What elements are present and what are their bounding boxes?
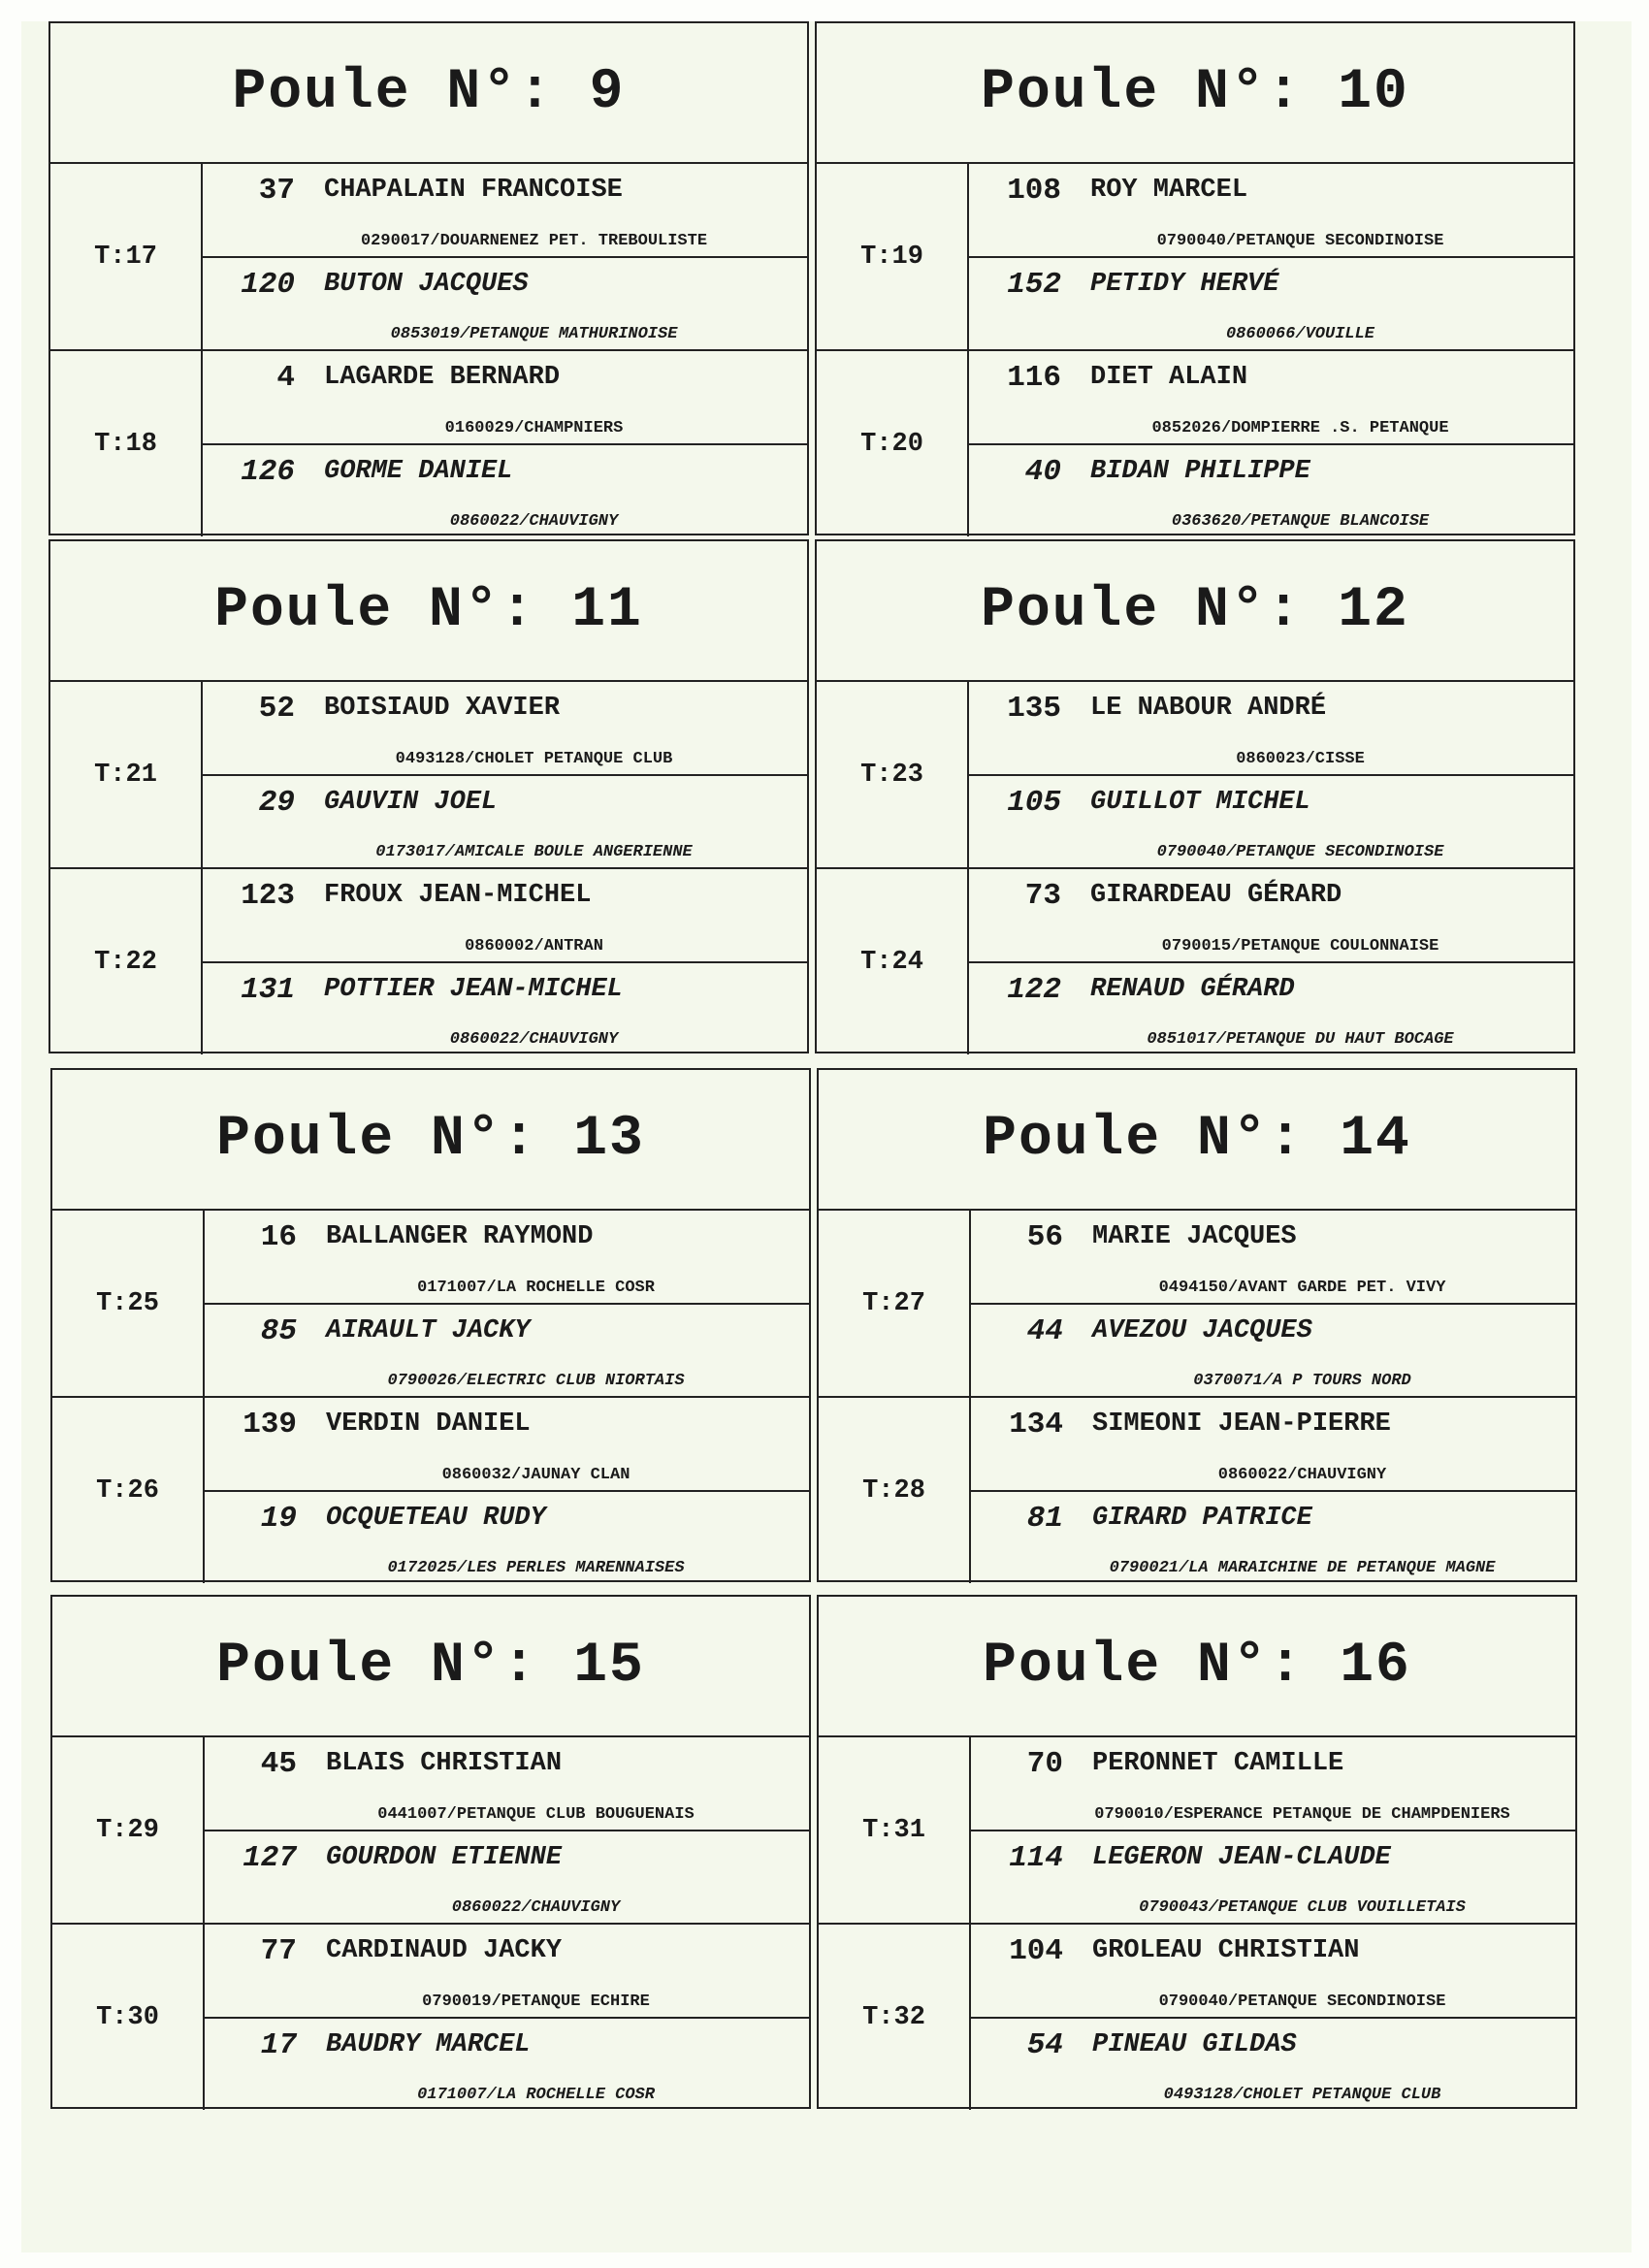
- player-club: 0860002/ANTRAN: [465, 936, 603, 956]
- match-row: [52, 1925, 809, 2110]
- poule-block: [50, 1068, 811, 1582]
- player-name: BLAIS CHRISTIAN: [326, 1749, 563, 1778]
- player-number: 131: [241, 972, 295, 1007]
- player-club: 0852026/DOMPIERRE .S. PETANQUE: [1151, 418, 1449, 437]
- player-club: 0790040/PETANQUE SECONDINOISE: [1156, 231, 1444, 250]
- poule-block: [817, 1068, 1577, 1582]
- player-number: 19: [260, 1501, 297, 1536]
- player-entry: [205, 1737, 809, 1831]
- player-club: 0790040/PETANQUE SECONDINOISE: [1156, 843, 1444, 861]
- table-number: T:24: [817, 869, 969, 1054]
- player-number: 54: [1026, 2027, 1063, 2062]
- player-name: PINEAU GILDAS: [1092, 2029, 1297, 2059]
- player-number: 4: [276, 361, 295, 395]
- player-club: 0860022/CHAUVIGNY: [449, 1030, 619, 1049]
- player-name: POTTIER JEAN-MICHEL: [324, 974, 623, 1004]
- player-entry: [203, 963, 807, 1055]
- player-entry: [203, 869, 807, 963]
- match-row: [52, 1737, 809, 1925]
- player-club: 0860022/CHAUVIGNY: [451, 1898, 621, 1917]
- player-club: 0172025/LES PERLES MARENNAISES: [387, 1559, 685, 1577]
- poule-block: [815, 21, 1575, 535]
- table-number: T:23: [817, 682, 969, 867]
- player-number: 70: [1026, 1747, 1063, 1781]
- player-club: 0860022/CHAUVIGNY: [1217, 1465, 1387, 1484]
- player-entry: [205, 1831, 809, 1924]
- poule-title: [50, 23, 807, 164]
- match-row: [817, 682, 1573, 869]
- match-row: [50, 869, 807, 1054]
- player-club: 0851017/PETANQUE DU HAUT BOCAGE: [1147, 1030, 1454, 1049]
- table-number: T:22: [50, 869, 203, 1054]
- poule-block: [48, 21, 809, 535]
- match-row: [817, 869, 1573, 1054]
- poule-number: 14: [1340, 1108, 1411, 1171]
- player-entry: [205, 2019, 809, 2111]
- player-number: 152: [1007, 267, 1061, 302]
- player-club: 0860032/JAUNAY CLAN: [441, 1465, 630, 1484]
- player-name: LE NABOUR ANDRÉ: [1090, 694, 1327, 723]
- player-club: 0790019/PETANQUE ECHIRE: [422, 1992, 650, 2011]
- poule-title: [817, 23, 1573, 164]
- player-name: VERDIN DANIEL: [326, 1409, 531, 1439]
- player-name: BALLANGER RAYMOND: [326, 1222, 594, 1251]
- player-entry: [971, 1492, 1575, 1584]
- player-number: 126: [241, 454, 295, 489]
- player-name: SIMEONI JEAN-PIERRE: [1092, 1409, 1391, 1439]
- player-entry: [969, 258, 1573, 350]
- player-number: 40: [1024, 454, 1061, 489]
- player-entry: [969, 776, 1573, 868]
- player-entry: [205, 1492, 809, 1584]
- poule-label: Poule N°:: [983, 1635, 1305, 1698]
- player-entry: [969, 164, 1573, 258]
- player-number: 134: [1009, 1408, 1063, 1442]
- player-name: LAGARDE BERNARD: [324, 363, 561, 392]
- player-number: 114: [1009, 1840, 1063, 1875]
- player-club: 0860066/VOUILLE: [1225, 325, 1375, 343]
- player-number: 81: [1026, 1501, 1063, 1536]
- player-club: 0493128/CHOLET PETANQUE CLUB: [1163, 2086, 1441, 2104]
- player-number: 73: [1024, 879, 1061, 913]
- match-row: [819, 1925, 1575, 2110]
- poule-number: 11: [571, 579, 643, 642]
- poule-title: [50, 541, 807, 682]
- player-name: GORME DANIEL: [324, 456, 513, 486]
- player-name: LEGERON JEAN-CLAUDE: [1092, 1842, 1391, 1872]
- player-name: GUILLOT MICHEL: [1090, 787, 1310, 817]
- poule-label: Poule N°:: [216, 1635, 538, 1698]
- table-number: T:25: [52, 1211, 205, 1396]
- player-number: 29: [258, 785, 295, 820]
- player-name: PETIDY HERVÉ: [1090, 269, 1279, 299]
- player-club: 0790015/PETANQUE COULONNAISE: [1161, 936, 1439, 956]
- poule-block: [815, 539, 1575, 1053]
- player-club: 0441007/PETANQUE CLUB BOUGUENAIS: [377, 1804, 695, 1824]
- match-row: [50, 164, 807, 351]
- table-number: T:21: [50, 682, 203, 867]
- player-number: 116: [1007, 361, 1061, 395]
- poule-number: 16: [1340, 1635, 1411, 1698]
- match-row: [50, 351, 807, 536]
- player-club: 0790010/ESPERANCE PETANQUE DE CHAMPDENIERS: [1094, 1804, 1510, 1824]
- player-club: 0173017/AMICALE BOULE ANGERIENNE: [375, 843, 693, 861]
- player-name: PERONNET CAMILLE: [1092, 1749, 1344, 1778]
- draw-sheet: [21, 21, 1632, 2252]
- player-entry: [971, 1925, 1575, 2019]
- player-club: 0853019/PETANQUE MATHURINOISE: [390, 325, 678, 343]
- player-entry: [205, 1211, 809, 1305]
- player-club: 0494150/AVANT GARDE PET. VIVY: [1158, 1278, 1446, 1297]
- player-name: GIRARDEAU GÉRARD: [1090, 881, 1342, 910]
- player-name: FROUX JEAN-MICHEL: [324, 881, 592, 910]
- player-club: 0790021/LA MARAICHINE DE PETANQUE MAGNE: [1109, 1559, 1496, 1577]
- player-name: GOURDON ETIENNE: [326, 1842, 563, 1872]
- player-entry: [969, 445, 1573, 537]
- match-row: [819, 1211, 1575, 1398]
- player-entry: [969, 869, 1573, 963]
- player-entry: [203, 776, 807, 868]
- table-number: T:32: [819, 1925, 971, 2110]
- player-club: 0171007/LA ROCHELLE COSR: [417, 1278, 655, 1297]
- player-name: MARIE JACQUES: [1092, 1222, 1297, 1251]
- table-number: T:20: [817, 351, 969, 536]
- player-entry: [971, 2019, 1575, 2111]
- poule-title: [819, 1070, 1575, 1211]
- player-entry: [203, 351, 807, 445]
- player-name: BAUDRY MARCEL: [326, 2029, 531, 2059]
- poule-block: [48, 539, 809, 1053]
- player-entry: [971, 1305, 1575, 1397]
- player-name: AVEZOU JACQUES: [1092, 1315, 1312, 1345]
- table-number: T:19: [817, 164, 969, 349]
- player-number: 123: [241, 879, 295, 913]
- player-name: OCQUETEAU RUDY: [326, 1503, 546, 1533]
- table-number: T:31: [819, 1737, 971, 1923]
- match-row: [817, 351, 1573, 536]
- player-name: CARDINAUD JACKY: [326, 1936, 563, 1965]
- player-name: BIDAN PHILIPPE: [1090, 456, 1310, 486]
- player-entry: [203, 164, 807, 258]
- player-club: 0363620/PETANQUE BLANCOISE: [1171, 512, 1430, 531]
- player-club: 0860022/CHAUVIGNY: [449, 512, 619, 531]
- player-name: BUTON JACQUES: [324, 269, 529, 299]
- match-row: [819, 1398, 1575, 1583]
- player-number: 139: [242, 1408, 297, 1442]
- player-name: GAUVIN JOEL: [324, 787, 498, 817]
- player-number: 108: [1007, 174, 1061, 208]
- player-club: 0370071/A P TOURS NORD: [1193, 1372, 1411, 1390]
- match-row: [817, 164, 1573, 351]
- poule-title: [819, 1597, 1575, 1737]
- player-number: 16: [260, 1220, 297, 1254]
- poule-title: [52, 1597, 809, 1737]
- table-number: T:17: [50, 164, 203, 349]
- player-number: 56: [1026, 1220, 1063, 1254]
- table-number: T:26: [52, 1398, 205, 1583]
- player-number: 104: [1009, 1934, 1063, 1968]
- match-row: [819, 1737, 1575, 1925]
- poule-number: 10: [1338, 61, 1409, 124]
- player-name: GIRARD PATRICE: [1092, 1503, 1312, 1533]
- player-club: 0493128/CHOLET PETANQUE CLUB: [395, 749, 673, 768]
- player-name: AIRAULT JACKY: [326, 1315, 531, 1345]
- poule-label: Poule N°:: [214, 579, 536, 642]
- player-entry: [971, 1831, 1575, 1924]
- player-entry: [969, 963, 1573, 1055]
- table-number: T:28: [819, 1398, 971, 1583]
- player-entry: [971, 1211, 1575, 1305]
- poule-title: [52, 1070, 809, 1211]
- player-club: 0160029/CHAMPNIERS: [444, 418, 624, 437]
- player-number: 127: [242, 1840, 297, 1875]
- match-row: [50, 682, 807, 869]
- player-number: 77: [260, 1934, 297, 1968]
- poule-block: [50, 1595, 811, 2109]
- player-entry: [971, 1398, 1575, 1492]
- player-club: 0790040/PETANQUE SECONDINOISE: [1158, 1992, 1446, 2011]
- player-club: 0290017/DOUARNENEZ PET. TREBOULISTE: [360, 231, 708, 250]
- player-number: 52: [258, 692, 295, 726]
- poule-title: [817, 541, 1573, 682]
- player-name: ROY MARCEL: [1090, 176, 1248, 205]
- table-number: T:30: [52, 1925, 205, 2110]
- player-name: RENAUD GÉRARD: [1090, 974, 1295, 1004]
- player-number: 122: [1007, 972, 1061, 1007]
- player-entry: [203, 445, 807, 537]
- player-club: 0171007/LA ROCHELLE COSR: [417, 2086, 655, 2104]
- poule-label: Poule N°:: [981, 579, 1303, 642]
- table-number: T:18: [50, 351, 203, 536]
- match-row: [52, 1398, 809, 1583]
- poule-number: 15: [573, 1635, 645, 1698]
- player-name: BOISIAUD XAVIER: [324, 694, 561, 723]
- poule-label: Poule N°:: [983, 1108, 1305, 1171]
- player-number: 105: [1007, 785, 1061, 820]
- player-number: 44: [1026, 1313, 1063, 1348]
- player-number: 45: [260, 1747, 297, 1781]
- player-number: 135: [1007, 692, 1061, 726]
- player-entry: [205, 1305, 809, 1397]
- poule-number: 9: [589, 61, 626, 124]
- player-entry: [969, 351, 1573, 445]
- player-club: 0790043/PETANQUE CLUB VOUILLETAIS: [1139, 1898, 1466, 1917]
- player-entry: [205, 1398, 809, 1492]
- poule-block: [817, 1595, 1577, 2109]
- player-entry: [969, 682, 1573, 776]
- player-name: GROLEAU CHRISTIAN: [1092, 1936, 1360, 1965]
- player-club: 0860023/CISSE: [1236, 749, 1365, 768]
- player-entry: [205, 1925, 809, 2019]
- table-number: T:27: [819, 1211, 971, 1396]
- poule-number: 12: [1338, 579, 1409, 642]
- player-name: CHAPALAIN FRANCOISE: [324, 176, 623, 205]
- poule-label: Poule N°:: [981, 61, 1303, 124]
- poule-label: Poule N°:: [216, 1108, 538, 1171]
- player-number: 37: [258, 174, 295, 208]
- player-number: 85: [260, 1313, 297, 1348]
- poule-number: 13: [573, 1108, 645, 1171]
- poule-label: Poule N°:: [232, 61, 554, 124]
- match-row: [52, 1211, 809, 1398]
- player-number: 120: [241, 267, 295, 302]
- player-entry: [203, 258, 807, 350]
- table-number: T:29: [52, 1737, 205, 1923]
- player-name: DIET ALAIN: [1090, 363, 1248, 392]
- player-entry: [971, 1737, 1575, 1831]
- player-entry: [203, 682, 807, 776]
- player-number: 17: [260, 2027, 297, 2062]
- player-club: 0790026/ELECTRIC CLUB NIORTAIS: [387, 1372, 685, 1390]
